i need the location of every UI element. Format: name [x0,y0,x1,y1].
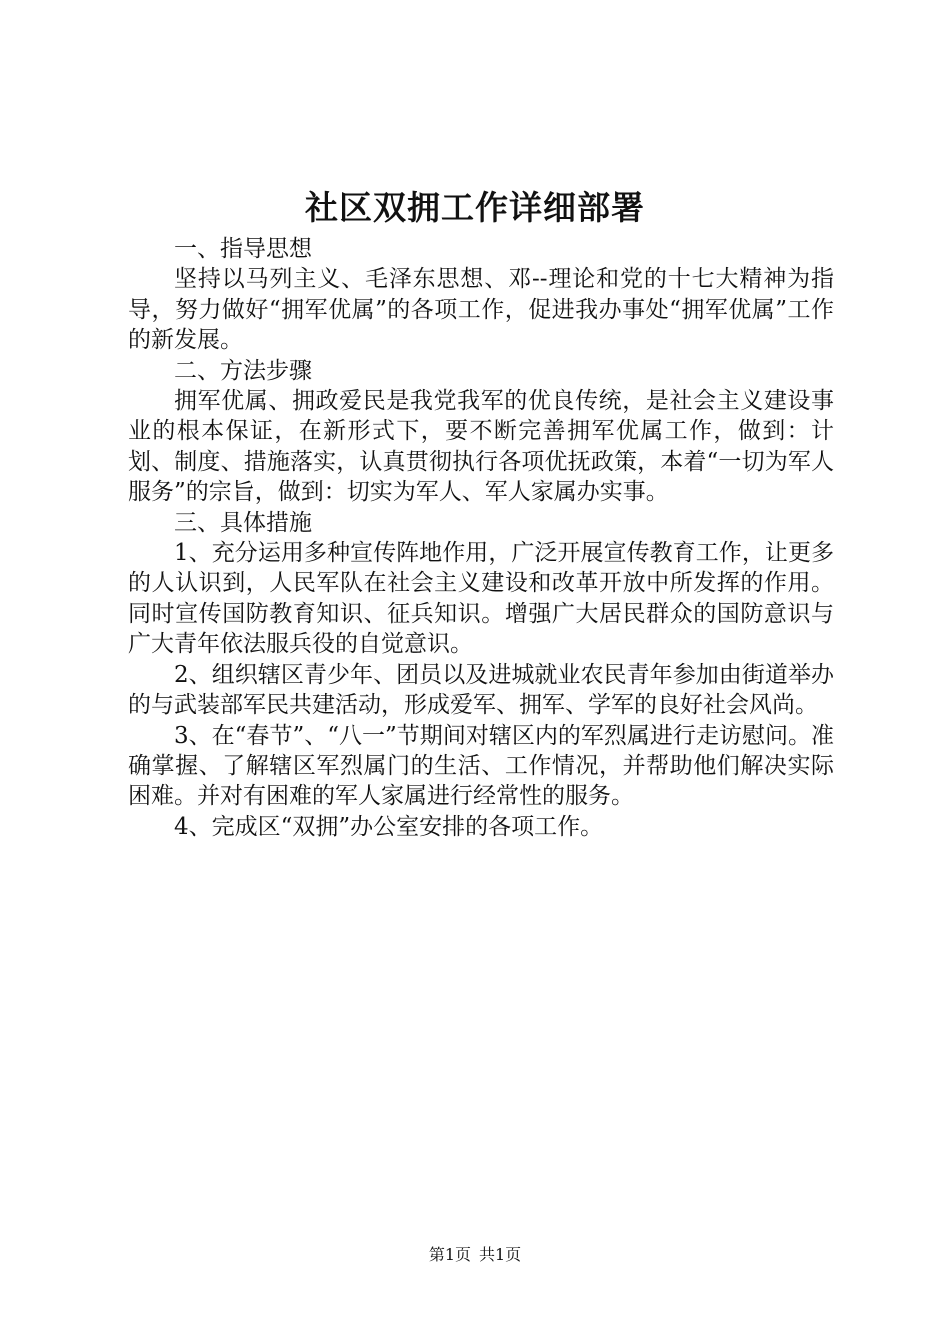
section-heading-specific-measures: 三、具体措施 [174,509,312,536]
page-footer [0,1244,950,1266]
measure-item-1: 1、充分运用多种宣传阵地作用，广泛开展宣传教育工作，让更多的人认识到，人民军队在社会主义建设和改革开放中所发挥的作用。同时宣传国防教育知识、征兵知识。增强广大居民群众的国防意识与广大青年依法服兵役的自觉意识。 [128,540,834,658]
page-number-total: 共1页 [479,1245,522,1264]
page-number-current: 第1页 [428,1245,471,1264]
body-paragraph: 坚持以马列主义、毛泽东思想、邓--理论和党的十七大精神为指导，努力做好“拥军优属”的各项工作，促进我办事处“拥军优属”工作的新发展。 [128,266,834,354]
body-paragraph: 拥军优属、拥政爱民是我党我军的优良传统，是社会主义建设事业的根本保证，在新形式下，要不断完善拥军优属工作，做到：计划、制度、措施落实，认真贯彻执行各项优抚政策，本着“一切为军人服务”的宗旨，做到：切实为军人、军人家属办实事。 [128,388,834,506]
measure-item-4: 4、完成区“双拥”办公室安排的各项工作。 [174,813,604,840]
measure-item-2: 2、组织辖区青少年、团员以及进城就业农民青年参加由街道举办的与武装部军民共建活动，形成爱军、拥军、学军的良好社会风尚。 [128,661,834,719]
measure-item-3: 3、在“春节”、“八一”节期间对辖区内的军烈属进行走访慰问。准确掌握、了解辖区军烈属门的生活、工作情况，并帮助他们解决实际困难。并对有困难的军人家属进行经常性的服务。 [128,722,834,810]
document-title: 社区双拥工作详细部署 [305,188,645,227]
document-body [128,234,834,842]
section-heading-methods-steps: 二、方法步骤 [174,357,312,384]
section-heading-guiding-ideology: 一、指导思想 [174,236,312,262]
